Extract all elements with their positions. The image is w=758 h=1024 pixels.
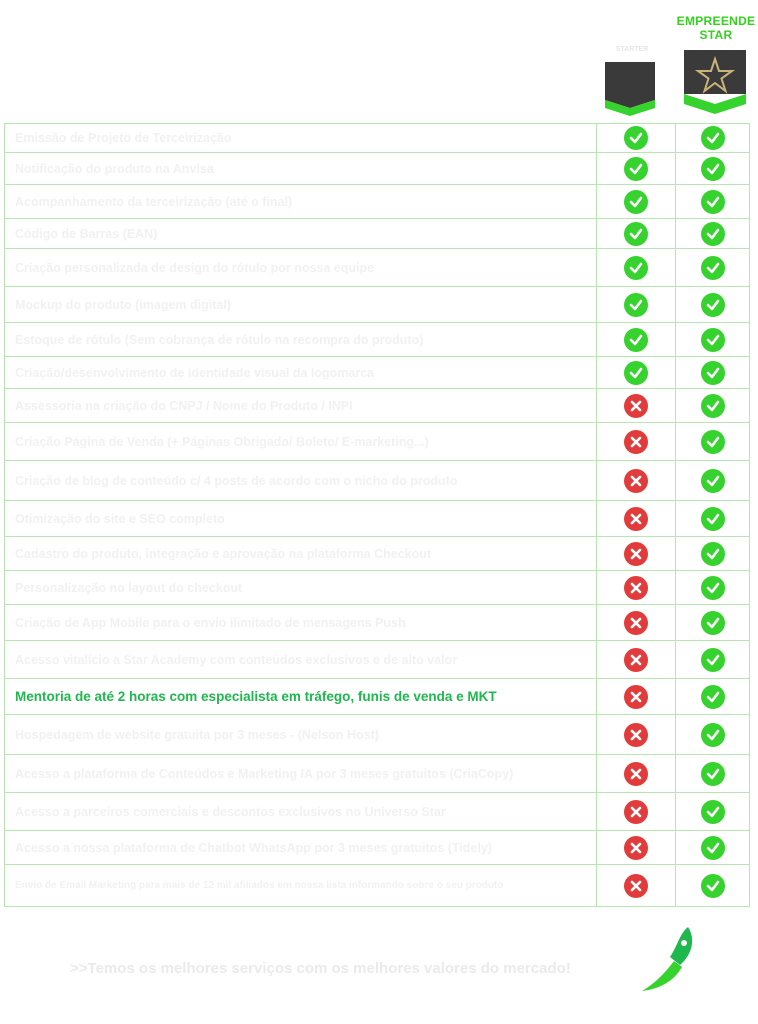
table-row: [4, 153, 750, 185]
star-plan-cell: [675, 793, 751, 830]
cross-icon: [624, 836, 648, 860]
table-row: [4, 323, 750, 357]
basic-plan-cell: [596, 865, 675, 906]
check-icon: [701, 328, 725, 352]
plan-star-title: EMPREENDE STAR: [676, 14, 756, 42]
basic-plan-cell: [596, 249, 675, 286]
check-icon: [624, 222, 648, 246]
footer-tagline: >>Temos os melhores serviços com os melhores valores do mercado!: [70, 960, 571, 977]
check-icon: [701, 126, 725, 150]
basic-plan-cell: [596, 831, 675, 864]
table-row: [4, 219, 750, 249]
cross-icon: [624, 611, 648, 635]
star-plan-cell: [675, 865, 751, 906]
check-icon: [701, 648, 725, 672]
cross-icon: [624, 394, 648, 418]
feature-label: Cadastro do produto, integração e aprovação na plataforma Checkout: [15, 546, 432, 561]
feature-label: Criação de blog de conteúdo c/ 4 posts de acordo com o nicho do produto: [15, 473, 458, 488]
table-row: [4, 641, 750, 679]
check-icon: [701, 800, 725, 824]
table-row: [4, 679, 750, 715]
star-plan-cell: [675, 537, 751, 570]
cross-icon: [624, 648, 648, 672]
feature-label: Acesso a plataforma de Conteúdos e Marketing IA por 3 meses gratuitos (CriaCopy): [15, 766, 514, 781]
star-plan-cell: [675, 357, 751, 388]
table-row: [4, 287, 750, 323]
check-icon: [701, 576, 725, 600]
check-icon: [701, 762, 725, 786]
star-plan-cell: [675, 323, 751, 356]
star-plan-cell: [675, 641, 751, 678]
check-icon: [701, 394, 725, 418]
star-plan-cell: [675, 423, 751, 460]
feature-label: Mentoria de até 2 horas com especialista em tráfego, funis de venda e MKT: [15, 689, 497, 704]
star-plan-cell: [675, 571, 751, 604]
feature-label: Envio de Email Marketing para mais de 12 mil afiliados em nossa lista informando sobre o seu produto: [15, 879, 504, 891]
feature-label: Emissão de Projeto de Terceirização: [15, 131, 232, 145]
table-row: [4, 715, 750, 755]
table-row: [4, 461, 750, 501]
rocket-icon: [640, 925, 700, 995]
plan-star-badge: [684, 50, 746, 116]
table-row: [4, 755, 750, 793]
check-icon: [624, 293, 648, 317]
check-icon: [624, 126, 648, 150]
check-icon: [701, 685, 725, 709]
plan-basic-badge: [605, 62, 655, 116]
cross-icon: [624, 685, 648, 709]
feature-label: Otimização do site e SEO completo: [15, 511, 225, 526]
basic-plan-cell: [596, 641, 675, 678]
check-icon: [624, 157, 648, 181]
table-row: [4, 501, 750, 537]
cross-icon: [624, 430, 648, 454]
cross-icon: [624, 576, 648, 600]
star-plan-cell: [675, 461, 751, 500]
basic-plan-cell: [596, 323, 675, 356]
basic-plan-cell: [596, 124, 675, 152]
table-row: [4, 571, 750, 605]
basic-plan-cell: [596, 537, 675, 570]
basic-plan-cell: [596, 679, 675, 714]
star-plan-cell: [675, 219, 751, 248]
star-plan-cell: [675, 249, 751, 286]
feature-label: Hospedagem de website gratuita por 3 meses - (Nelson Host): [15, 727, 379, 742]
check-icon: [701, 430, 725, 454]
table-row: [4, 249, 750, 287]
plan-basic-title: STARTER: [615, 46, 649, 53]
feature-label: Mockup do produto (imagem digital): [15, 297, 231, 312]
table-row: [4, 423, 750, 461]
table-row: [4, 831, 750, 865]
basic-plan-cell: [596, 571, 675, 604]
check-icon: [701, 469, 725, 493]
star-plan-cell: [675, 679, 751, 714]
check-icon: [624, 256, 648, 280]
basic-plan-cell: [596, 501, 675, 536]
table-row: [4, 793, 750, 831]
check-icon: [701, 542, 725, 566]
feature-label: Acesso a parceiros comerciais e descontos exclusivos no Universo Star: [15, 804, 446, 819]
table-row: [4, 605, 750, 641]
table-row: [4, 123, 750, 153]
check-icon: [701, 723, 725, 747]
feature-label: Notificação do produto na Anvisa: [15, 161, 214, 176]
basic-plan-cell: [596, 423, 675, 460]
star-plan-cell: [675, 153, 751, 184]
basic-plan-cell: [596, 153, 675, 184]
cross-icon: [624, 762, 648, 786]
basic-plan-cell: [596, 287, 675, 322]
basic-plan-cell: [596, 219, 675, 248]
star-plan-cell: [675, 124, 751, 152]
cross-icon: [624, 874, 648, 898]
table-row: [4, 357, 750, 389]
cross-icon: [624, 542, 648, 566]
check-icon: [701, 190, 725, 214]
star-plan-cell: [675, 389, 751, 422]
check-icon: [624, 190, 648, 214]
check-icon: [701, 874, 725, 898]
check-icon: [701, 507, 725, 531]
feature-label: Assessoria na criação do CNPJ / Nome do Produto / INPI: [15, 398, 353, 413]
check-icon: [701, 157, 725, 181]
feature-label: Personalização no layout do checkout: [15, 580, 243, 595]
feature-label: Estoque de rótulo (Sem cobrança de rótulo na recompra do produto): [15, 332, 424, 347]
cross-icon: [624, 800, 648, 824]
feature-label: Código de Barras (EAN): [15, 226, 158, 241]
basic-plan-cell: [596, 793, 675, 830]
check-icon: [701, 836, 725, 860]
table-row: [4, 389, 750, 423]
feature-label: Criação personalizada de design do rótulo por nossa equipe: [15, 260, 375, 275]
comparison-table: [4, 123, 750, 907]
check-icon: [624, 328, 648, 352]
table-row: [4, 537, 750, 571]
cross-icon: [624, 469, 648, 493]
basic-plan-cell: [596, 185, 675, 218]
feature-label: Acesso vitalício a Star Academy com conteúdos exclusivos e de alto valor: [15, 652, 458, 667]
star-plan-cell: [675, 755, 751, 792]
star-plan-cell: [675, 831, 751, 864]
check-icon: [624, 361, 648, 385]
basic-plan-cell: [596, 605, 675, 640]
feature-label: Acesso a nossa plataforma de Chatbot WhatsApp por 3 meses gratuitos (Tidely): [15, 840, 492, 855]
check-icon: [701, 293, 725, 317]
feature-label: Criação Página de Venda (+ Páginas Obrigado/ Boleto/ E-marketing...): [15, 434, 429, 449]
star-plan-cell: [675, 185, 751, 218]
star-plan-cell: [675, 605, 751, 640]
basic-plan-cell: [596, 357, 675, 388]
basic-plan-cell: [596, 715, 675, 754]
table-row: [4, 865, 750, 907]
star-plan-cell: [675, 287, 751, 322]
cross-icon: [624, 723, 648, 747]
feature-label: Criação de App Mobile para o envio ilimitado de mensagens Push: [15, 615, 406, 630]
table-row: [4, 185, 750, 219]
star-plan-cell: [675, 715, 751, 754]
check-icon: [701, 361, 725, 385]
basic-plan-cell: [596, 755, 675, 792]
check-icon: [701, 222, 725, 246]
star-plan-cell: [675, 501, 751, 536]
basic-plan-cell: [596, 461, 675, 500]
feature-label: Criação/desenvolvimento de identidade visual da logomarca: [15, 365, 375, 380]
cross-icon: [624, 507, 648, 531]
check-icon: [701, 256, 725, 280]
feature-label: Acompanhamento da terceirização (até o final): [15, 194, 293, 209]
basic-plan-cell: [596, 389, 675, 422]
check-icon: [701, 611, 725, 635]
